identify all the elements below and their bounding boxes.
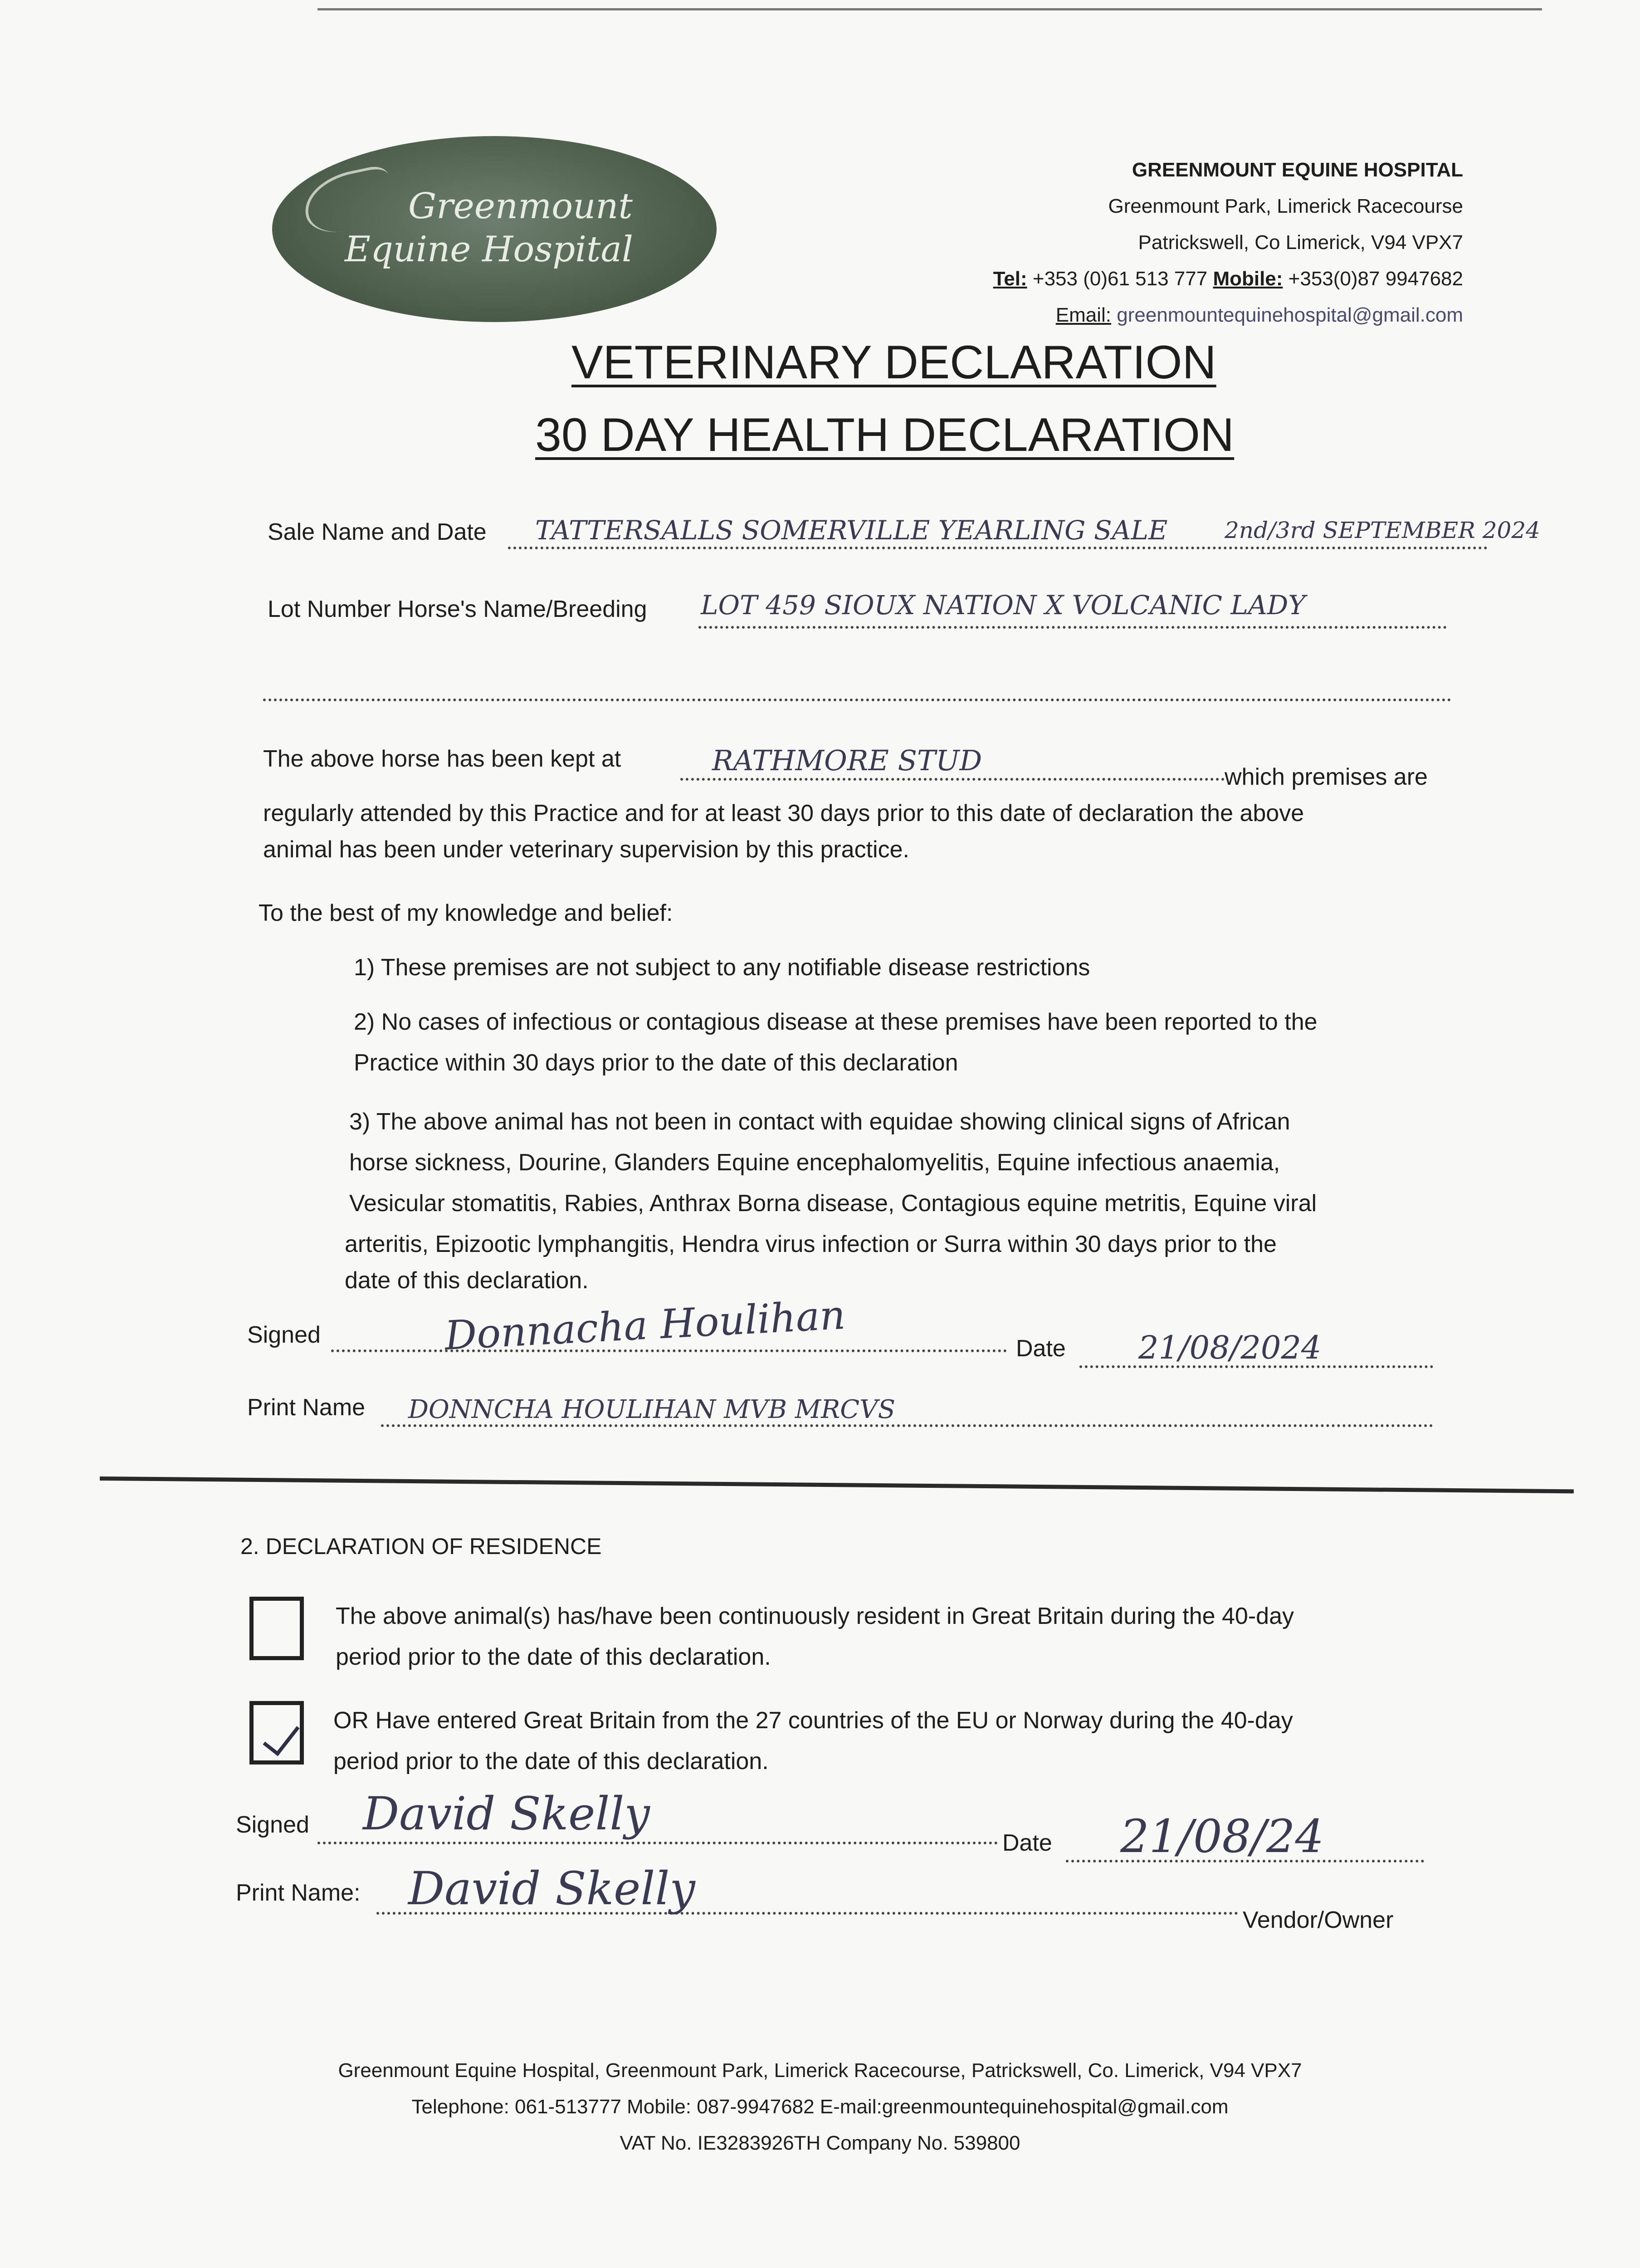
scan-edge-line — [317, 8, 1542, 10]
owner-print-label: Print Name: — [236, 1880, 361, 1906]
kept-at-value: RATHMORE STUD — [712, 744, 982, 777]
entered-gb-checkbox[interactable] — [249, 1701, 304, 1765]
vet-signed-dotted-line — [331, 1349, 1007, 1352]
mobile-value: +353(0)87 9947682 — [1288, 268, 1463, 290]
sale-name-value: TATTERSALLS SOMERVILLE YEARLING SALE — [535, 515, 1168, 546]
kept-at-suffix: which premises are — [1225, 764, 1428, 790]
kept-at-prefix: The above horse has been kept at — [263, 746, 621, 772]
section-divider — [100, 1476, 1574, 1493]
vet-signed-label: Signed — [247, 1322, 321, 1348]
item-1: 1) These premises are not subject to any notifiable disease restrictions — [354, 954, 1090, 981]
address-line-2: Patrickswell, Co Limerick, V94 VPX7 — [1138, 231, 1463, 254]
checkmark-icon — [263, 1716, 299, 1756]
horse-head-icon — [299, 164, 398, 238]
sale-name-dotted-line — [508, 547, 1488, 549]
item-3-line-5: date of this declaration. — [345, 1267, 589, 1294]
email-value: greenmountequinehospital@gmail.com — [1117, 304, 1463, 326]
title-30-day-health: 30 DAY HEALTH DECLARATION — [535, 409, 1235, 461]
item-3-line-2: horse sickness, Dourine, Glanders Equine encephalomyelitis, Equine infectious anaemia, — [349, 1149, 1280, 1176]
lot-second-dotted-line — [263, 699, 1451, 701]
vet-date-value: 21/08/2024 — [1138, 1329, 1322, 1366]
item-3-line-1: 3) The above animal has not been in contact with equidae showing clinical signs of African — [349, 1109, 1290, 1135]
item-3-line-4: arteritis, Epizootic lymphangitis, Hendra virus infection or Surra within 30 days prior to the — [345, 1231, 1277, 1257]
option-2-line-1: OR Have entered Great Britain from the 27 countries of the EU or Norway during the 40-day — [333, 1707, 1293, 1734]
logo-text-line2: Equine Hospital — [345, 229, 633, 270]
hospital-logo — [272, 136, 717, 322]
logo-text-line1: Greenmount — [408, 186, 633, 227]
option-1-line-1: The above animal(s) has/have been continuously resident in Great Britain during the 40-day — [336, 1603, 1294, 1629]
footer-line-2: Telephone: 061-513777 Mobile: 087-9947682 E-mail:greenmountequinehospital@gmail.com — [411, 2096, 1229, 2118]
sale-date-value: 2nd/3rd SEPTEMBER 2024 — [1225, 517, 1540, 543]
owner-signature: David Skelly — [363, 1787, 650, 1840]
kept-at-line-2: regularly attended by this Practice and for at least 30 days prior to this date of declaration the above — [263, 800, 1304, 826]
kept-at-line-3: animal has been under veterinary supervision by this practice. — [263, 836, 909, 863]
owner-date-label: Date — [1002, 1830, 1052, 1856]
vet-print-value: DONNCHA HOULIHAN MVB MRCVS — [408, 1395, 895, 1424]
owner-signed-dotted-line — [317, 1842, 998, 1844]
vendor-owner-label: Vendor/Owner — [1243, 1907, 1394, 1933]
title-veterinary-declaration: VETERINARY DECLARATION — [571, 336, 1216, 389]
vet-print-label: Print Name — [247, 1394, 366, 1421]
tel-label: Tel: — [993, 268, 1027, 290]
phone-line — [993, 268, 1463, 290]
lot-value: LOT 459 SIOUX NATION X VOLCANIC LADY — [701, 590, 1306, 621]
owner-print-value: David Skelly — [408, 1862, 695, 1915]
address-line-1: Greenmount Park, Limerick Racecourse — [1108, 195, 1463, 217]
email-line — [1056, 304, 1463, 327]
resident-gb-checkbox[interactable] — [249, 1597, 304, 1660]
email-label: Email: — [1055, 304, 1111, 326]
footer-line-3: VAT No. IE3283926TH Company No. 539800 — [620, 2132, 1020, 2154]
item-2-line-2: Practice within 30 days prior to the date of this declaration — [354, 1050, 958, 1076]
item-3-line-3: Vesicular stomatitis, Rabies, Anthrax Borna disease, Contagious equine metritis, Equine viral — [349, 1190, 1317, 1217]
footer-line-1: Greenmount Equine Hospital, Greenmount Park, Limerick Racecourse, Patrickswell, Co. Limerick, V94 VPX7 — [338, 2059, 1302, 2082]
sale-name-label: Sale Name and Date — [268, 519, 487, 545]
belief-heading: To the best of my knowledge and belief: — [259, 900, 673, 926]
lot-label: Lot Number Horse's Name/Breeding — [268, 596, 647, 622]
vet-signature: Donnacha Houlihan — [443, 1291, 847, 1359]
mobile-label: Mobile: — [1213, 268, 1283, 290]
org-name: GREENMOUNT EQUINE HOSPITAL — [1132, 159, 1463, 181]
lot-dotted-line — [698, 626, 1447, 629]
option-2-line-2: period prior to the date of this declaration. — [333, 1748, 769, 1774]
residence-heading: 2. DECLARATION OF RESIDENCE — [240, 1534, 602, 1559]
vet-date-label: Date — [1016, 1335, 1066, 1362]
vet-print-dotted-line — [381, 1424, 1433, 1427]
owner-date-value: 21/08/24 — [1120, 1810, 1324, 1863]
owner-signed-label: Signed — [236, 1812, 309, 1838]
item-2-line-1: 2) No cases of infectious or contagious disease at these premises have been reported to the — [354, 1009, 1318, 1035]
tel-value: +353 (0)61 513 777 — [1032, 268, 1208, 290]
option-1-line-2: period prior to the date of this declaration. — [336, 1644, 771, 1670]
kept-at-dotted-line — [680, 778, 1225, 781]
